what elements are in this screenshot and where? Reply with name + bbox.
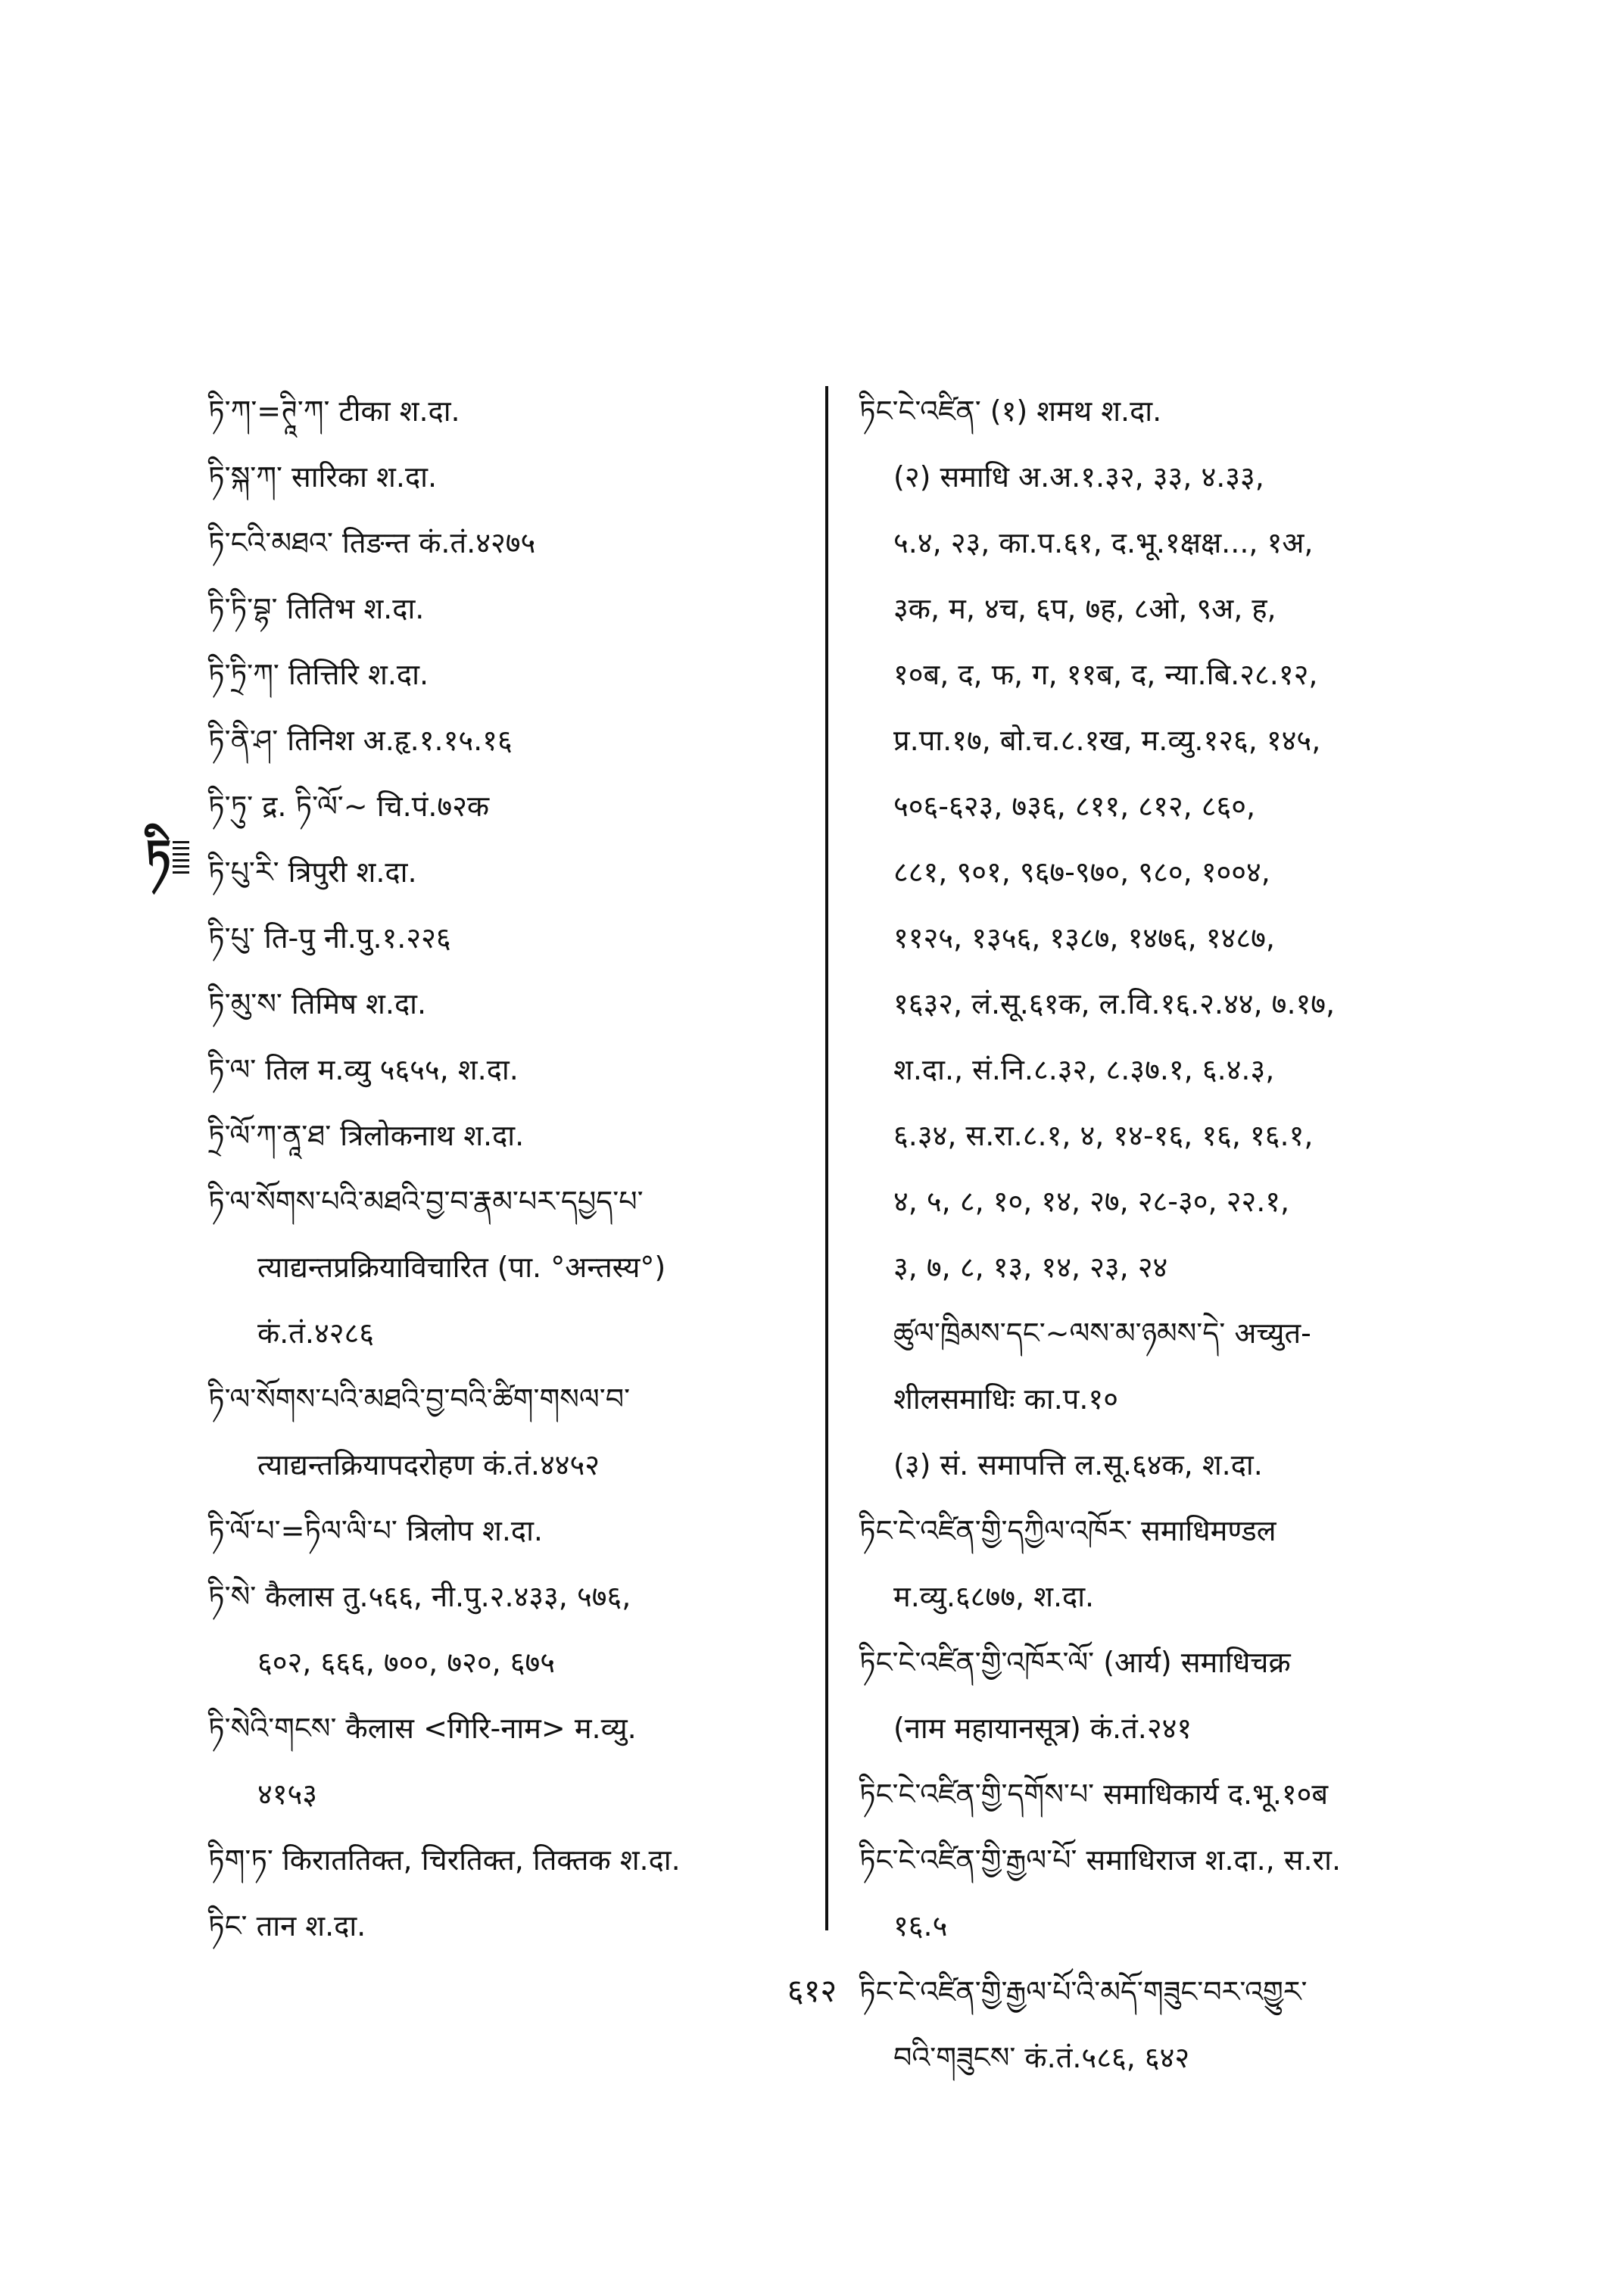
margin-marker bbox=[145, 830, 189, 883]
dictionary-entry-line: ८८१, ९०१, ९६७-९७०, ९८०, १००४, bbox=[893, 855, 1270, 889]
dictionary-entry-line: ཏིང་ངེ་འཛིན་གྱི་དགོས་པ་ समाधिकार्य द.भू.१०ब bbox=[859, 1777, 1329, 1811]
dictionary-entry-line: १६३२, लं.सू.६१क, ल.वि.१६.२.४४, ७.१७, bbox=[893, 987, 1336, 1020]
dictionary-entry-line: ४१५३ bbox=[257, 1777, 318, 1811]
column-divider bbox=[825, 386, 828, 1930]
dictionary-entry-line: ཏི་ཏི་བྷ་ तितिभ श.दा. bbox=[208, 592, 425, 625]
dictionary-entry-line: प्र.पा.१७, बो.च.८.१ख, म.व्यु.१२६, १४५, bbox=[893, 724, 1321, 757]
dictionary-entry-line: १०ब, द, फ, ग, ११ब, द, न्या.बि.२८.१२, bbox=[893, 658, 1318, 691]
right-column bbox=[859, 379, 1510, 2091]
dictionary-entry-line: ཏིང་ངེ་འཛིན་གྱི་དཀྱིལ་འཁོར་ समाधिमण्डल bbox=[859, 1514, 1276, 1547]
dictionary-entry-line: त्याद्यन्तक्रियापदरोहण कं.तं.४४५२ bbox=[257, 1448, 600, 1481]
dictionary-entry-line: ཏི་སེའི་གངས་ कैलास <गिरि-नाम> म.व्यु. bbox=[208, 1712, 637, 1745]
dictionary-entry-line: कं.तं.४२८६ bbox=[257, 1316, 375, 1350]
dictionary-entry-line: ཏི་ལ་སོགས་པའི་མཐའི་བྱ་བ་རྣམ་པར་དཔྱད་པ་ bbox=[208, 1185, 644, 1218]
dictionary-entry-line: ཏིང་ངེ་འཛིན་གྱི་འཁོར་ལོ་ (आर्य) समाधिचक्र bbox=[859, 1646, 1291, 1679]
dictionary-entry-line: ཏིག་ཏ་ किराततिक्त, चिरतिक्त, तिक्तक श.दा. bbox=[208, 1843, 681, 1877]
dictionary-entry-line: ཏིང་ तान श.दा. bbox=[208, 1909, 366, 1943]
dictionary-entry-line: ཏིང་ངེ་འཛིན་གྱི་རྒྱལ་པོ་ समाधिराज श.दा., स.रा. bbox=[859, 1843, 1342, 1877]
dictionary-entry-line: ཏི་མུ་ས་ तिमिष श.दा. bbox=[208, 987, 427, 1020]
dictionary-entry-line: ཏི་ངའི་མཐའ་ तिङन्त कं.तं.४२७५ bbox=[208, 526, 536, 559]
dictionary-entry-line: श.दा., सं.नि.८.३२, ८.३७.१, ६.४.३, bbox=[893, 1053, 1275, 1086]
dictionary-entry-line: ५०६-६२३, ७३६, ८११, ८१२, ८६०, bbox=[893, 790, 1256, 823]
dictionary-entry-line: ཏིང་ངེ་འཛིན་ (१) शमथ श.दा. bbox=[859, 394, 1162, 428]
dictionary-entry-line: ६.३४, स.रा.८.१, ४, १४-१६, १६, १६.१, bbox=[893, 1119, 1314, 1152]
dictionary-entry-line: १६.५ bbox=[893, 1909, 948, 1943]
dictionary-entry-line: བའི་གཟུངས་ कं.तं.५८६, ६४२ bbox=[893, 2041, 1190, 2074]
dictionary-entry-line: ཏིང་ངེ་འཛིན་གྱི་རྒྱལ་པོ་འི་མདོ་གཟུང་བར་འགྱུར་ bbox=[859, 1975, 1308, 2008]
dictionary-entry-line: (३) सं. समापत्ति ल.सू.६४क, श.दा. bbox=[893, 1448, 1263, 1481]
dictionary-entry-line: ཏི་ལ་ तिल म.व्यु ५६५५, श.दा. bbox=[208, 1053, 519, 1086]
dictionary-entry-line: ཏི་སྐ་ཀ་ सारिका श.दा. bbox=[208, 460, 438, 494]
dictionary-entry-line: ཏི་ནི་ཤ་ तिनिश अ.हृ.१.१५.१६ bbox=[208, 724, 513, 757]
dictionary-entry-line: म.व्यु.६८७७, श.दा. bbox=[893, 1580, 1095, 1613]
dictionary-entry-line: ཏི་ཏྲི་ཀ་ तित्तिरि श.दा. bbox=[208, 658, 429, 691]
margin-marker-bars bbox=[173, 841, 189, 877]
dictionary-entry-line: ཏི་ལ་སོགས་པའི་མཐའི་བྱ་བའི་ཚིག་གསལ་བ་ bbox=[208, 1382, 631, 1416]
dictionary-entry-line: ཏྲི་ལོ་ཀ་ནཱ་ཐ་ त्रिलोकनाथ श.दा. bbox=[208, 1119, 525, 1152]
dictionary-entry-line: ཏི་པུ་ ति-पु नी.पु.१.२२६ bbox=[208, 921, 451, 955]
dictionary-entry-line: ཏི་སེ་ कैलास तु.५६६, नी.पु.२.४३३, ५७६, bbox=[208, 1580, 631, 1613]
dictionary-entry-line: ४, ५, ८, १०, १४, २७, २८-३०, २२.१, bbox=[893, 1185, 1290, 1218]
dictionary-entry-line: ཏི་པུ་རི་ त्रिपुरी श.दा. bbox=[208, 855, 417, 889]
dictionary-entry-line: ཏི་ལོ་པ་=ཏིལ་ལི་པ་ त्रिलोप श.दा. bbox=[208, 1514, 543, 1547]
dictionary-entry-line: ३क, म, ४च, ६प, ७ह, ८ओ, ९अ, ह, bbox=[893, 592, 1276, 625]
dictionary-entry-line: शीलसमाधिः का.प.१० bbox=[893, 1382, 1118, 1416]
dictionary-entry-line: त्याद्यन्तप्रक्रियाविचारित (पा. °अन्तस्य°) bbox=[257, 1251, 666, 1284]
page-number: ६१२ bbox=[787, 1972, 837, 2009]
dictionary-entry-line: ३, ७, ८, १३, १४, २३, २४ bbox=[893, 1251, 1168, 1284]
dictionary-entry-line: ཏི་ཀ་=ཊཱི་ཀ་ टीका श.दा. bbox=[208, 394, 460, 428]
dictionary-entry-line: ११२५, १३५६, १३८७, १४७६, १४८७, bbox=[893, 921, 1275, 955]
left-column bbox=[208, 379, 814, 1959]
dictionary-entry-line: (२) समाधि अ.अ.१.३२, ३३, ४.३३, bbox=[893, 460, 1264, 494]
dictionary-entry-line: ཏི་ཏུ་ द्र. ཏི་ལོ་~ चि.पं.७२क bbox=[208, 790, 490, 823]
dictionary-entry-line: ཚུལ་ཁྲིམས་དང་~ལས་མ་ཉམས་དེ་ अच्युत- bbox=[893, 1316, 1311, 1350]
dictionary-entry-line: ६०२, ६६६, ७००, ७२०, ६७५ bbox=[257, 1646, 556, 1679]
dictionary-entry-line: (नाम महायानसूत्र) कं.तं.२४१ bbox=[893, 1712, 1192, 1745]
dictionary-entry-line: ५.४, २३, का.प.६१, द.भू.१क्षक्ष..., १अ, bbox=[893, 526, 1314, 559]
margin-marker-letter: ཏི bbox=[145, 830, 172, 883]
